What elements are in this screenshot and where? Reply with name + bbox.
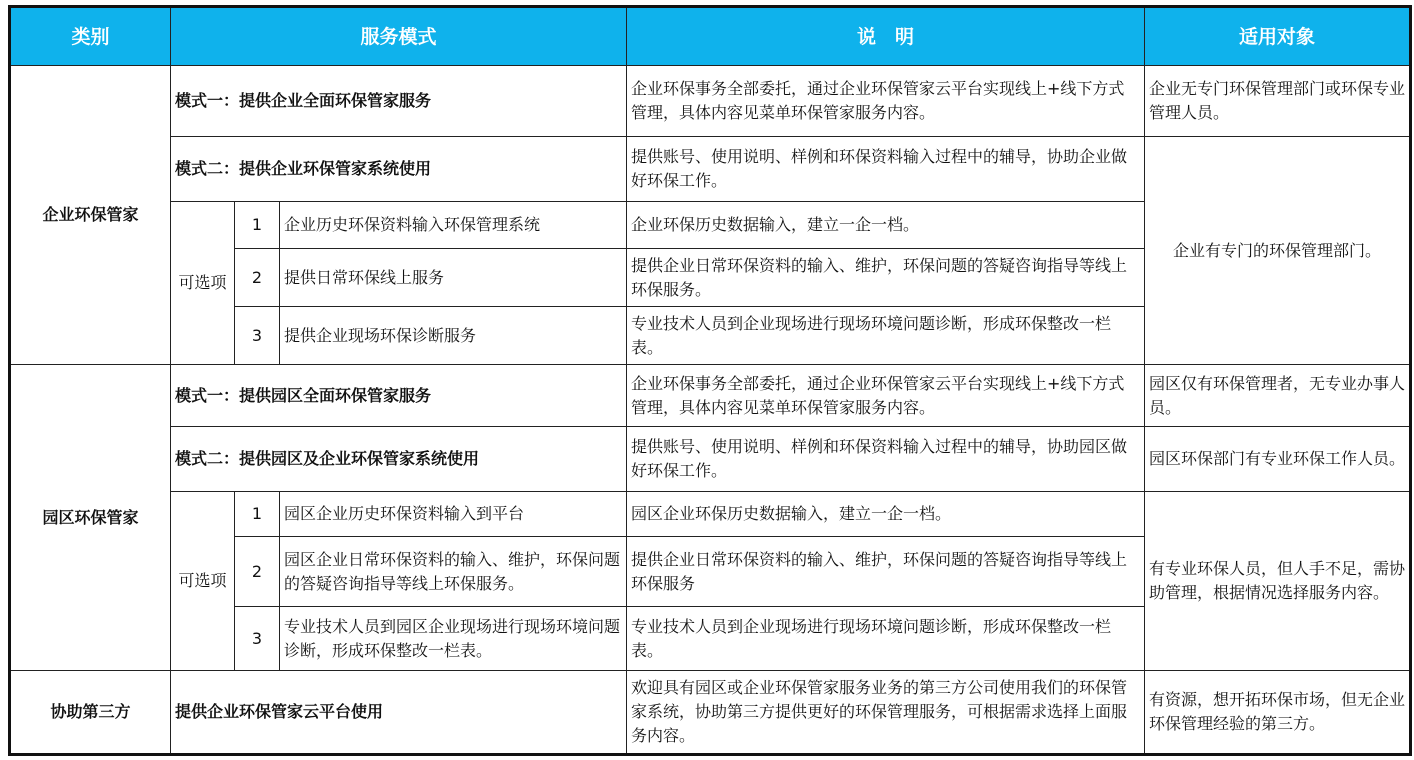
option-number: 2 — [235, 249, 280, 307]
category-cell: 园区环保管家 — [10, 365, 171, 671]
optional-label: 可选项 — [171, 202, 235, 365]
description-cell: 企业环保历史数据输入，建立一企一档。 — [627, 202, 1145, 249]
target-cell: 园区仅有环保管理者，无专业办事人员。 — [1145, 365, 1411, 427]
description-cell: 园区企业环保历史数据输入，建立一企一档。 — [627, 492, 1145, 537]
table-row — [10, 492, 1411, 537]
option-item: 提供企业现场环保诊断服务 — [280, 307, 627, 365]
option-item: 专业技术人员到园区企业现场进行现场环境问题诊断，形成环保整改一栏表。 — [280, 607, 627, 671]
option-item: 企业历史环保资料输入环保管理系统 — [280, 202, 627, 249]
description-cell: 提供企业日常环保资料的输入、维护，环保问题的答疑咨询指导等线上环保服务 — [627, 537, 1145, 607]
header-mode: 服务模式 — [171, 7, 627, 66]
description-cell: 提供企业日常环保资料的输入、维护，环保问题的答疑咨询指导等线上环保服务。 — [627, 249, 1145, 307]
mode-cell: 模式一：提供企业全面环保管家服务 — [171, 66, 627, 137]
category-cell: 企业环保管家 — [10, 66, 171, 365]
mode-cell: 模式二：提供企业环保管家系统使用 — [171, 137, 627, 202]
mode-cell: 提供企业环保管家云平台使用 — [171, 671, 627, 755]
category-cell: 协助第三方 — [10, 671, 171, 755]
description-cell: 企业环保事务全部委托，通过企业环保管家云平台实现线上+线下方式管理，具体内容见菜单环保管家服务内容。 — [627, 66, 1145, 137]
table-row — [10, 66, 1411, 137]
description-cell: 欢迎具有园区或企业环保管家服务业务的第三方公司使用我们的环保管家系统，协助第三方提供更好的环保管理服务，可根据需求选择上面服务内容。 — [627, 671, 1145, 755]
table-row — [10, 137, 1411, 202]
mode-cell: 模式一：提供园区全面环保管家服务 — [171, 365, 627, 427]
table-row — [10, 671, 1411, 755]
service-table — [8, 5, 1412, 756]
table-row — [10, 427, 1411, 492]
target-cell: 有专业环保人员，但人手不足，需协助管理，根据情况选择服务内容。 — [1145, 492, 1411, 671]
target-cell: 园区环保部门有专业环保工作人员。 — [1145, 427, 1411, 492]
option-number: 2 — [235, 537, 280, 607]
option-item: 园区企业历史环保资料输入到平台 — [280, 492, 627, 537]
header-description: 说 明 — [627, 7, 1145, 66]
target-cell: 企业有专门的环保管理部门。 — [1145, 137, 1411, 365]
target-cell: 有资源，想开拓环保市场，但无企业环保管理经验的第三方。 — [1145, 671, 1411, 755]
option-item: 园区企业日常环保资料的输入、维护，环保问题的答疑咨询指导等线上环保服务。 — [280, 537, 627, 607]
description-cell: 提供账号、使用说明、样例和环保资料输入过程中的辅导，协助企业做好环保工作。 — [627, 137, 1145, 202]
header-target: 适用对象 — [1145, 7, 1411, 66]
mode-cell: 模式二：提供园区及企业环保管家系统使用 — [171, 427, 627, 492]
header-row — [10, 7, 1411, 66]
header-category: 类别 — [10, 7, 171, 66]
option-item: 提供日常环保线上服务 — [280, 249, 627, 307]
description-cell: 提供账号、使用说明、样例和环保资料输入过程中的辅导，协助园区做好环保工作。 — [627, 427, 1145, 492]
description-cell: 专业技术人员到企业现场进行现场环境问题诊断，形成环保整改一栏表。 — [627, 607, 1145, 671]
target-cell: 企业无专门环保管理部门或环保专业管理人员。 — [1145, 66, 1411, 137]
description-cell: 企业环保事务全部委托，通过企业环保管家云平台实现线上+线下方式管理，具体内容见菜单环保管家服务内容。 — [627, 365, 1145, 427]
option-number: 1 — [235, 202, 280, 249]
optional-label: 可选项 — [171, 492, 235, 671]
table-row — [10, 365, 1411, 427]
option-number: 1 — [235, 492, 280, 537]
option-number: 3 — [235, 307, 280, 365]
option-number: 3 — [235, 607, 280, 671]
description-cell: 专业技术人员到企业现场进行现场环境问题诊断，形成环保整改一栏表。 — [627, 307, 1145, 365]
